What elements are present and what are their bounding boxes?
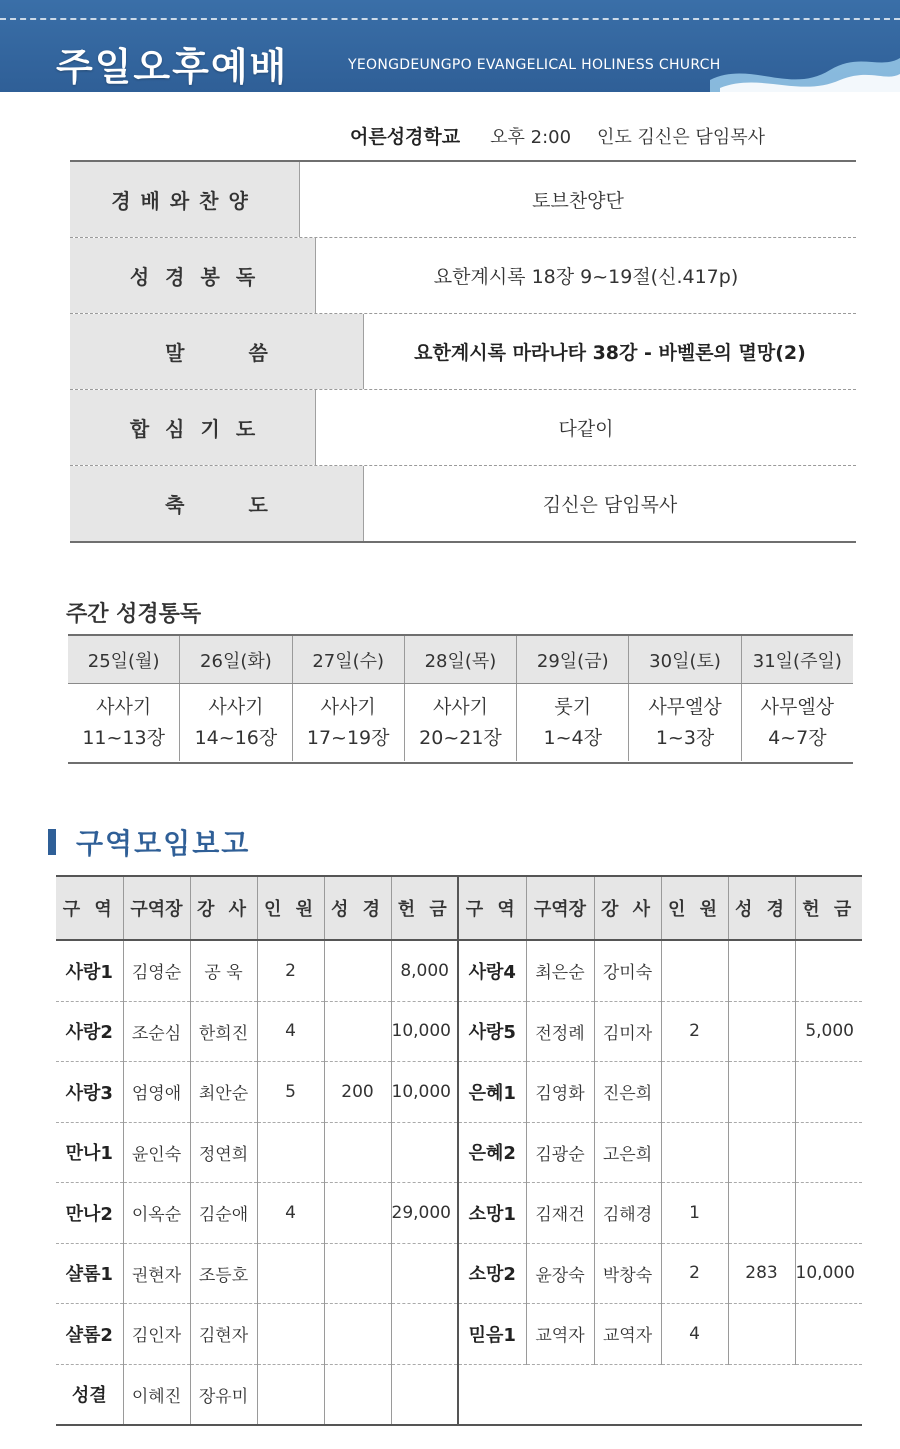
- reading-book: 사무엘상: [760, 695, 835, 718]
- school-time: 오후 2:00: [490, 127, 572, 148]
- church-name: YEONGDEUNGPO EVANGELICAL HOLINESS CHURCH: [348, 57, 721, 73]
- offering-cell: [391, 1122, 458, 1183]
- service-value: 요한계시록 18장 9~19절(신.417p): [433, 266, 739, 288]
- table-row: [56, 1364, 862, 1425]
- offering-cell: 10,000: [795, 1243, 862, 1304]
- district-cell: 은혜2: [458, 1122, 526, 1183]
- page-title: 주일오후예배: [56, 45, 289, 89]
- teacher-cell: 강미숙: [594, 940, 661, 1001]
- reading-chapters: 14~16장: [194, 726, 278, 749]
- district-cell: 사랑1: [56, 940, 123, 1001]
- service-row: [70, 162, 856, 238]
- reading-chapters: 17~19장: [306, 726, 390, 749]
- school-name: 어른성경학교: [350, 126, 461, 148]
- leader-cell: 김영화: [526, 1062, 594, 1123]
- bible-cell: [728, 1001, 795, 1062]
- teacher-cell: 공 욱: [190, 940, 257, 1001]
- bible-cell: [324, 1364, 391, 1425]
- reading-cell: [68, 684, 180, 761]
- col-header: 강 사: [190, 876, 257, 940]
- bible-cell: [728, 1183, 795, 1244]
- reading-cell: [517, 684, 629, 761]
- count-cell: 5: [257, 1062, 324, 1123]
- service-row: [70, 238, 856, 314]
- teacher-cell: 고은희: [594, 1122, 661, 1183]
- teacher-cell: 김순애: [190, 1183, 257, 1244]
- col-header: 성 경: [324, 876, 391, 940]
- offering-cell: [795, 1304, 862, 1365]
- bible-cell: 283: [728, 1243, 795, 1304]
- count-cell: 2: [257, 940, 324, 1001]
- offering-cell: [795, 1062, 862, 1123]
- district-cell: 사랑3: [56, 1062, 123, 1123]
- leader-cell: 김영순: [123, 940, 190, 1001]
- table-row: [56, 1183, 862, 1244]
- bible-cell: [728, 1062, 795, 1123]
- reading-book: 사사기: [208, 695, 264, 718]
- offering-cell: [391, 1364, 458, 1425]
- teacher-cell: 박창숙: [594, 1243, 661, 1304]
- leader-cell: 조순심: [123, 1001, 190, 1062]
- teacher-cell: 김현자: [190, 1304, 257, 1365]
- col-header: 헌 금: [391, 876, 458, 940]
- offering-cell: 5,000: [795, 1001, 862, 1062]
- leader-cell: 이혜진: [123, 1364, 190, 1425]
- count-cell: [257, 1364, 324, 1425]
- empty-cell: [458, 1364, 862, 1425]
- leader-cell: 최은순: [526, 940, 594, 1001]
- reading-cell: [180, 684, 292, 761]
- day-cell: 27일(수): [293, 636, 405, 683]
- count-cell: 4: [257, 1001, 324, 1062]
- count-cell: 2: [661, 1001, 728, 1062]
- table-row: [56, 1122, 862, 1183]
- bible-cell: 200: [324, 1062, 391, 1123]
- report-header-row: [56, 876, 862, 940]
- offering-cell: 10,000: [391, 1001, 458, 1062]
- bible-cell: [728, 1122, 795, 1183]
- service-label: 경배와찬양: [70, 162, 300, 237]
- bible-cell: [728, 940, 795, 1001]
- count-cell: 2: [661, 1243, 728, 1304]
- leader-cell: 윤인숙: [123, 1122, 190, 1183]
- service-label: 말씀: [70, 314, 364, 389]
- col-header: 구역장: [123, 876, 190, 940]
- adult-bible-school-line: [350, 122, 820, 149]
- leader-cell: 엄영애: [123, 1062, 190, 1123]
- district-report-table: [56, 875, 862, 1426]
- leader-cell: 교역자: [526, 1304, 594, 1365]
- district-cell: 소망2: [458, 1243, 526, 1304]
- district-cell: 믿음1: [458, 1304, 526, 1365]
- service-row: [70, 390, 856, 466]
- count-cell: 4: [257, 1183, 324, 1244]
- service-label: 합심기도: [70, 390, 316, 465]
- service-value: 요한계시록 마라나타 38강 - 바벨론의 멸망(2): [414, 342, 806, 364]
- leader-cell: 김광순: [526, 1122, 594, 1183]
- weekly-readings-row: [68, 684, 853, 761]
- weekly-reading-title: 주간 성경통독: [66, 602, 202, 627]
- reading-book: 사무엘상: [648, 695, 722, 718]
- reading-chapters: 4~7장: [768, 726, 827, 749]
- table-row: [56, 1001, 862, 1062]
- offering-cell: [795, 1122, 862, 1183]
- reading-cell: [629, 684, 741, 761]
- weekly-days-row: [68, 636, 853, 684]
- section-bar-icon: [48, 829, 56, 855]
- table-row: [56, 1243, 862, 1304]
- day-cell: 31일(주일): [752, 650, 842, 672]
- teacher-cell: 김해경: [594, 1183, 661, 1244]
- reading-cell: [405, 684, 517, 761]
- offering-cell: 29,000: [391, 1183, 458, 1244]
- day-cell: 25일(월): [68, 636, 180, 683]
- bible-cell: [324, 940, 391, 1001]
- leader-cell: 김재건: [526, 1183, 594, 1244]
- reading-book: 룻기: [554, 695, 592, 718]
- reading-chapters: 1~4장: [543, 726, 602, 749]
- leader-cell: 김인자: [123, 1304, 190, 1365]
- teacher-cell: 최안순: [190, 1062, 257, 1123]
- district-cell: 만나1: [56, 1122, 123, 1183]
- col-header: 구 역: [56, 876, 123, 940]
- table-row: [56, 1304, 862, 1365]
- service-label: 성경봉독: [70, 238, 316, 313]
- bible-cell: [324, 1304, 391, 1365]
- district-cell: 사랑4: [458, 940, 526, 1001]
- table-row: [56, 940, 862, 1001]
- leader-cell: 전정례: [526, 1001, 594, 1062]
- service-label: 축도: [70, 466, 364, 541]
- reading-book: 사사기: [432, 695, 489, 718]
- service-row: [70, 314, 856, 390]
- service-value: 토브찬양단: [532, 190, 624, 212]
- day-cell: 29일(금): [517, 636, 629, 683]
- bible-cell: [324, 1122, 391, 1183]
- col-header: 헌 금: [795, 876, 862, 940]
- bible-cell: [324, 1183, 391, 1244]
- offering-cell: [391, 1304, 458, 1365]
- teacher-cell: 한희진: [190, 1001, 257, 1062]
- district-cell: 소망1: [458, 1183, 526, 1244]
- district-cell: 은혜1: [458, 1062, 526, 1123]
- col-header: 성 경: [728, 876, 795, 940]
- service-row: [70, 466, 856, 541]
- service-value: 다같이: [558, 418, 614, 440]
- teacher-cell: 교역자: [594, 1304, 661, 1365]
- district-cell: 성결: [56, 1364, 123, 1425]
- teacher-cell: 진은희: [594, 1062, 661, 1123]
- col-header: 구역장: [526, 876, 594, 940]
- teacher-cell: 조등호: [190, 1243, 257, 1304]
- col-header: 인 원: [661, 876, 728, 940]
- day-cell: 30일(토): [629, 636, 741, 683]
- count-cell: [661, 940, 728, 1001]
- district-cell: 사랑5: [458, 1001, 526, 1062]
- count-cell: 4: [661, 1304, 728, 1365]
- day-cell: 28일(목): [405, 636, 517, 683]
- offering-cell: [795, 940, 862, 1001]
- reading-cell: [293, 684, 405, 761]
- service-value: 김신은 담임목사: [542, 494, 678, 516]
- wave-decoration-icon: [710, 0, 900, 92]
- bible-cell: [728, 1304, 795, 1365]
- table-row: [56, 1062, 862, 1123]
- district-cell: 만나2: [56, 1183, 123, 1244]
- reading-chapters: 1~3장: [655, 726, 715, 749]
- service-order-table: [70, 160, 856, 543]
- leader-cell: 이옥순: [123, 1183, 190, 1244]
- offering-cell: [391, 1243, 458, 1304]
- offering-cell: 8,000: [391, 940, 458, 1001]
- count-cell: [257, 1243, 324, 1304]
- bible-cell: [324, 1001, 391, 1062]
- reading-book: 사사기: [96, 695, 152, 718]
- reading-cell: [742, 684, 853, 761]
- col-header: 인 원: [257, 876, 324, 940]
- count-cell: [661, 1122, 728, 1183]
- report-title: 구역모임보고: [76, 827, 251, 860]
- reading-chapters: 20~21장: [419, 726, 502, 749]
- district-cell: 샬롬1: [56, 1243, 123, 1304]
- leader-cell: 윤장숙: [526, 1243, 594, 1304]
- school-leader: 인도 김신은 담임목사: [597, 127, 765, 148]
- offering-cell: 10,000: [391, 1062, 458, 1123]
- reading-chapters: 11~13장: [82, 726, 165, 749]
- report-section-title: [48, 822, 250, 862]
- day-cell: 26일(화): [180, 636, 292, 683]
- col-header: 강 사: [594, 876, 661, 940]
- reading-book: 사사기: [320, 695, 376, 718]
- bible-cell: [324, 1243, 391, 1304]
- count-cell: 1: [661, 1183, 728, 1244]
- teacher-cell: 정연희: [190, 1122, 257, 1183]
- header-banner: [0, 0, 900, 92]
- leader-cell: 권현자: [123, 1243, 190, 1304]
- count-cell: [257, 1122, 324, 1183]
- count-cell: [257, 1304, 324, 1365]
- district-cell: 사랑2: [56, 1001, 123, 1062]
- offering-cell: [795, 1183, 862, 1244]
- district-cell: 샬롬2: [56, 1304, 123, 1365]
- teacher-cell: 김미자: [594, 1001, 661, 1062]
- teacher-cell: 장유미: [190, 1364, 257, 1425]
- count-cell: [661, 1062, 728, 1123]
- col-header: 구 역: [458, 876, 526, 940]
- weekly-reading-table: [68, 634, 853, 764]
